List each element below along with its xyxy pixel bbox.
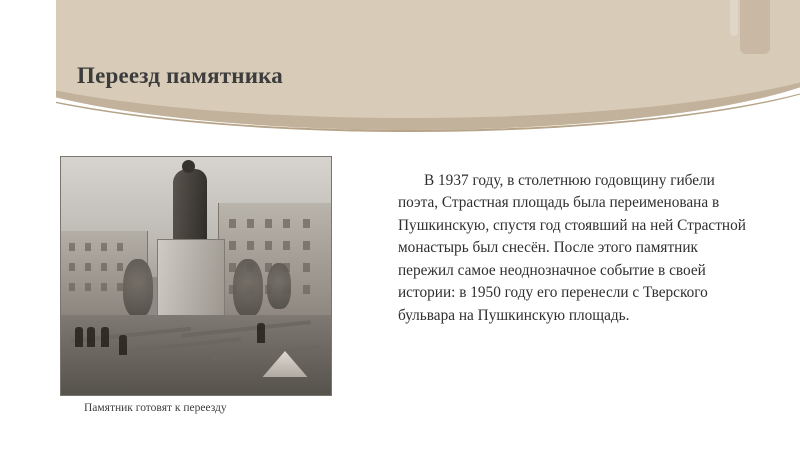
monument-photo xyxy=(60,156,332,396)
body-paragraph: В 1937 году, в столетнюю годовщину гибели поэта, Страстная площадь была переименована в Пушкинскую, спустя год стоявший на ней Страстной монастырь был снесён. После этого памятник пережил самое неоднозначное событие в своей истории: в 1950 году его перенесли с Тверского бульвара на Пушкинскую площадь. xyxy=(398,172,746,324)
photo-tree xyxy=(123,259,153,317)
corner-tab-marker-small xyxy=(730,0,738,36)
photo-pushkin-statue xyxy=(173,169,207,243)
photo-person xyxy=(119,335,127,355)
photo-person xyxy=(257,323,265,343)
photo-person xyxy=(101,327,109,347)
corner-tab-marker xyxy=(740,0,770,54)
photo-tree xyxy=(233,259,263,317)
photo-person xyxy=(75,327,83,347)
page-title: Переезд памятника xyxy=(77,63,283,88)
photo-caption: Памятник готовят к переезду xyxy=(84,402,227,414)
photo-figure xyxy=(60,156,332,396)
band-left-gap xyxy=(0,0,56,138)
photo-tree xyxy=(267,263,291,309)
photo-person xyxy=(87,327,95,347)
